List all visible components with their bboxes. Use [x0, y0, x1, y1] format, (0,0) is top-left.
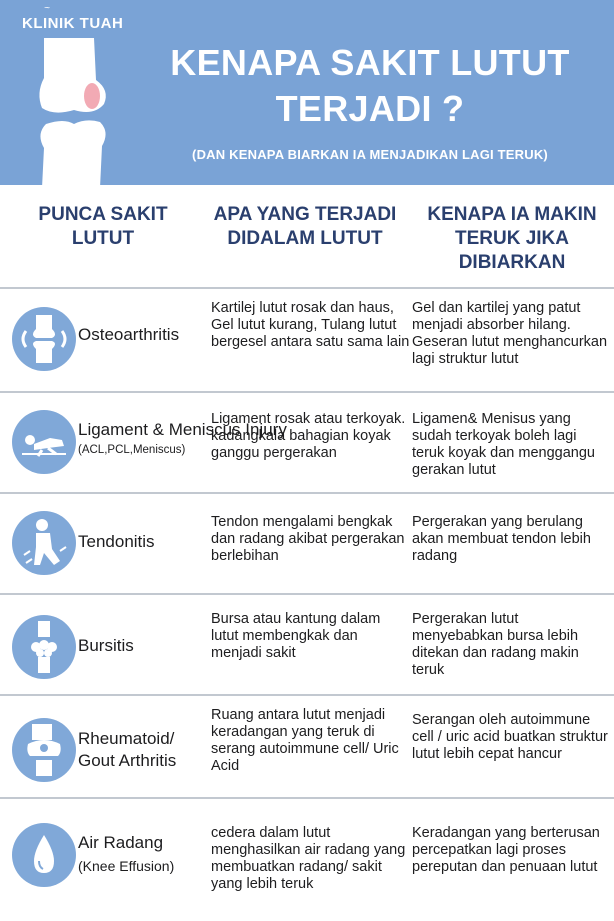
- water-drop-icon: [12, 823, 76, 887]
- condition-name-text: Ligament & Meniscus Injury: [78, 420, 287, 439]
- bursa-icon: [12, 615, 76, 679]
- table-row: [0, 799, 614, 919]
- knee-pain-icon: [12, 511, 76, 575]
- knee-bone-icon: [34, 38, 114, 185]
- table-row: [0, 494, 614, 592]
- what-happens-text: Ruang antara lutut menjadi keradangan yang teruk di serang autoimmune cell/ Uric Acid: [211, 707, 399, 774]
- condition-name: [78, 832, 174, 878]
- condition-name: Rheumatoid/ Gout Arthritis: [78, 729, 177, 770]
- table-row: [0, 595, 614, 693]
- why-worse-text: Ligamen& Menisus yang sudah terkoyak boleh lagi teruk koyak dan menggangu gerakan lutut: [412, 411, 595, 478]
- why-worse-text: Gel dan kartilej yang patut menjadi absorber hilang. Geseran lutut menghancurkan lagi struktur lutut: [412, 300, 608, 367]
- why-worse-text: Pergerakan yang berulang akan membuat tendon lebih radang: [412, 514, 591, 564]
- condition-name: Osteoarthritis: [78, 325, 180, 344]
- header-banner: [0, 0, 614, 185]
- column-header-cause: PUNCA SAKIT LUTUT: [38, 204, 168, 249]
- joint-inflammation-icon: [12, 718, 76, 782]
- table-row: [0, 696, 614, 796]
- condition-name: Tendonitis: [78, 532, 155, 551]
- why-worse-text: Serangan oleh autoimmune cell / uric acid buatkan struktur lutut lebih cepat hancur: [412, 712, 608, 762]
- what-happens-text: cedera dalam lutut menghasilkan air radang yang membuatkan radang/ sakit yang lebih teruk: [211, 825, 406, 892]
- condition-subtitle: (Knee Effusion): [78, 858, 175, 874]
- condition-name: Bursitis: [78, 636, 134, 655]
- why-worse-text: Keradangan yang berterusan percepatkan lagi proses pereputan dan penuaan lutut: [412, 825, 600, 875]
- column-header-why-worse: KENAPA IA MAKIN TERUK JIKA DIBIARKAN: [427, 204, 597, 273]
- page-title: [150, 40, 590, 132]
- brand-mark: ~: [44, 3, 50, 14]
- injured-person-icon: [12, 410, 76, 474]
- page-subtitle: (DAN KENAPA BIARKAN IA MENJADIKAN LAGI TERUK): [192, 147, 548, 162]
- condition-name-text: Air Radang: [78, 833, 164, 852]
- why-worse-text: Pergerakan lutut menyebabkan bursa lebih ditekan dan radang makin teruk: [412, 611, 579, 678]
- column-header-what-happens: APA YANG TERJADI DIDALAM LUTUT: [213, 204, 397, 249]
- condition-subtitle: (ACL,PCL,Meniscus): [78, 444, 186, 456]
- brand-logo: KLINIK TUAH: [22, 15, 124, 32]
- what-happens-text: Bursa atau kantung dalam lutut membengkak dan menjadi sakit: [211, 611, 381, 661]
- table-row: [0, 393, 614, 491]
- what-happens-text: Tendon mengalami bengkak dan radang akibat pergerakan berlebihan: [211, 514, 405, 564]
- table-row: [0, 289, 614, 389]
- what-happens-text: Kartilej lutut rosak dan haus, Gel lutut kurang, Tulang lutut bergesel antara satu sama lain: [211, 300, 410, 350]
- title-line-1: KENAPA SAKIT LUTUT: [170, 42, 570, 83]
- what-happens-text: Ligament rosak atau terkoyak. kadangkala bahagian koyak ganggu pergerakan: [211, 411, 406, 461]
- title-line-2: TERJADI ?: [275, 88, 465, 129]
- knee-joint-icon: [12, 307, 76, 371]
